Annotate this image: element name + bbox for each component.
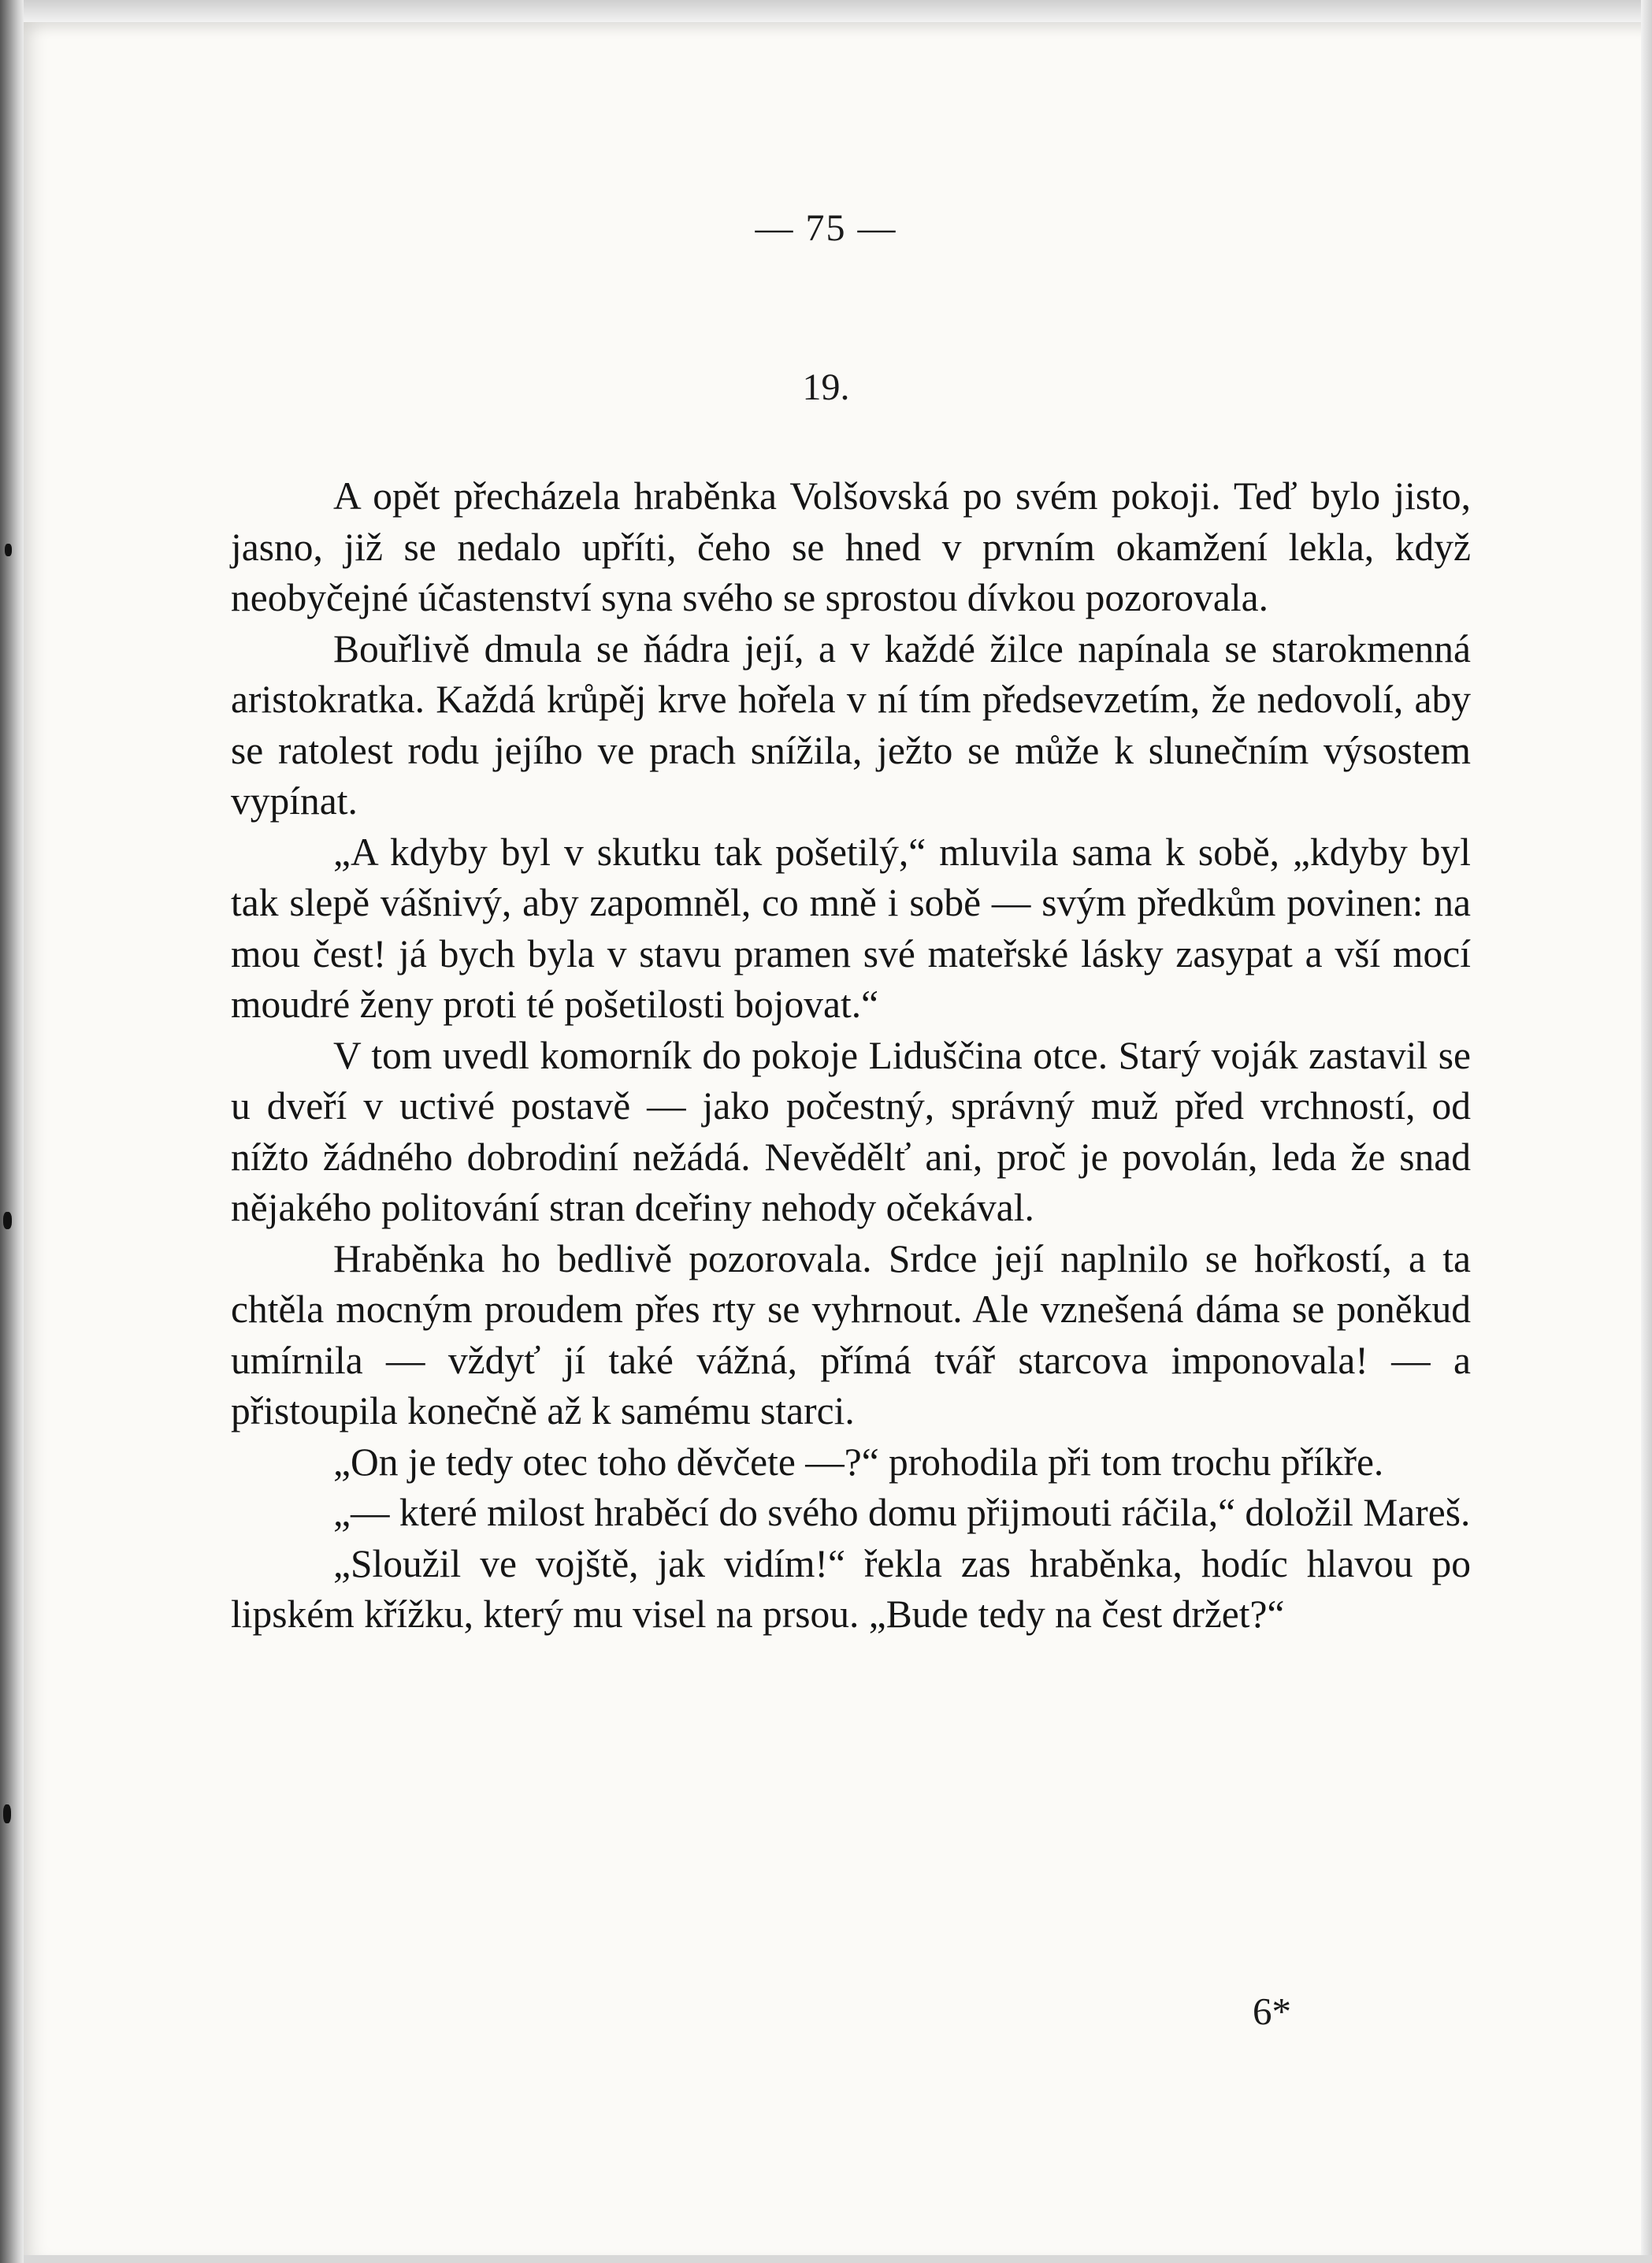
paragraph: V tom uvedl komorník do pokoje Liduščina otce. Starý voják zastavil se u dveří v uctivé postavě — jako počestný, správný muž před vrchností, od nížto žádného dobrodiní nežádá. Nevědělť ani, proč je povolán, leda že snad nějakého politování stran dceřiny nehody očekával. bbox=[231, 1033, 1471, 1229]
margin-speck bbox=[5, 544, 12, 556]
book-spine-shadow bbox=[0, 0, 24, 2263]
paragraph: Hraběnka ho bedlivě pozorovala. Srdce její naplnilo se hořkostí, a ta chtěla mocným proudem přes rty se vyhrnout. Ale vznešená dáma se poněkud umírnila — vždyť jí také vážná, přímá tvář starcova imponovala! — a přistoupila konečně až k samému starci. bbox=[231, 1236, 1471, 1432]
paragraph: „— které milost hraběcí do svého domu přijmouti ráčila,“ doložil Mareš. bbox=[333, 1491, 1471, 1534]
printer-signature-mark: 6* bbox=[1253, 1990, 1291, 2033]
paragraph: „Sloužil ve vojště, jak vidím!“ řekla zas hraběnka, hodíc hlavou po lipském křížku, který mu visel na prsou. „Bude tedy na čest držet?“ bbox=[231, 1541, 1471, 1636]
chapter-number: 19. bbox=[802, 366, 850, 408]
paragraph: „On je tedy otec toho děvčete —?“ prohodila při tom trochu příkře. bbox=[333, 1440, 1384, 1484]
paragraph: „A kdyby byl v skutku tak pošetilý,“ mluvila sama k sobě, „kdyby byl tak slepě vášnivý, aby zapomněl, co mně i sobě — svým předkům povinen: na mou čest! já bych byla v stavu pramen své mateřské lásky zasypat a vší mocí moudré ženy proti té pošetilosti bojovat.“ bbox=[231, 830, 1471, 1026]
body-text bbox=[231, 471, 1471, 1641]
bottom-scan-edge bbox=[24, 2255, 1652, 2263]
paragraph: Bouřlivě dmula se ňádra její, a v každé žilce napínala se starokmenná aristokratka. Každá krůpěj krve hořela v ní tím předsevzetím, že nedovolí, aby se ratolest rodu jejího ve prach snížila, ježto se může k slunečním výsostem vypínat. bbox=[231, 626, 1471, 823]
margin-speck bbox=[3, 1804, 11, 1823]
paragraph: A opět přecházela hraběnka Volšovská po svém pokoji. Teď bylo jisto, jasno, již se nedalo upříti, čeho se hned v prvním okamžení lekla, když neobyčejné účastenství syna svého se sprostou dívkou pozorovala. bbox=[231, 474, 1471, 619]
margin-speck bbox=[3, 1212, 12, 1229]
page-number: — 75 — bbox=[755, 207, 897, 249]
top-scan-edge bbox=[24, 0, 1652, 22]
right-scan-edge bbox=[1641, 0, 1652, 2263]
